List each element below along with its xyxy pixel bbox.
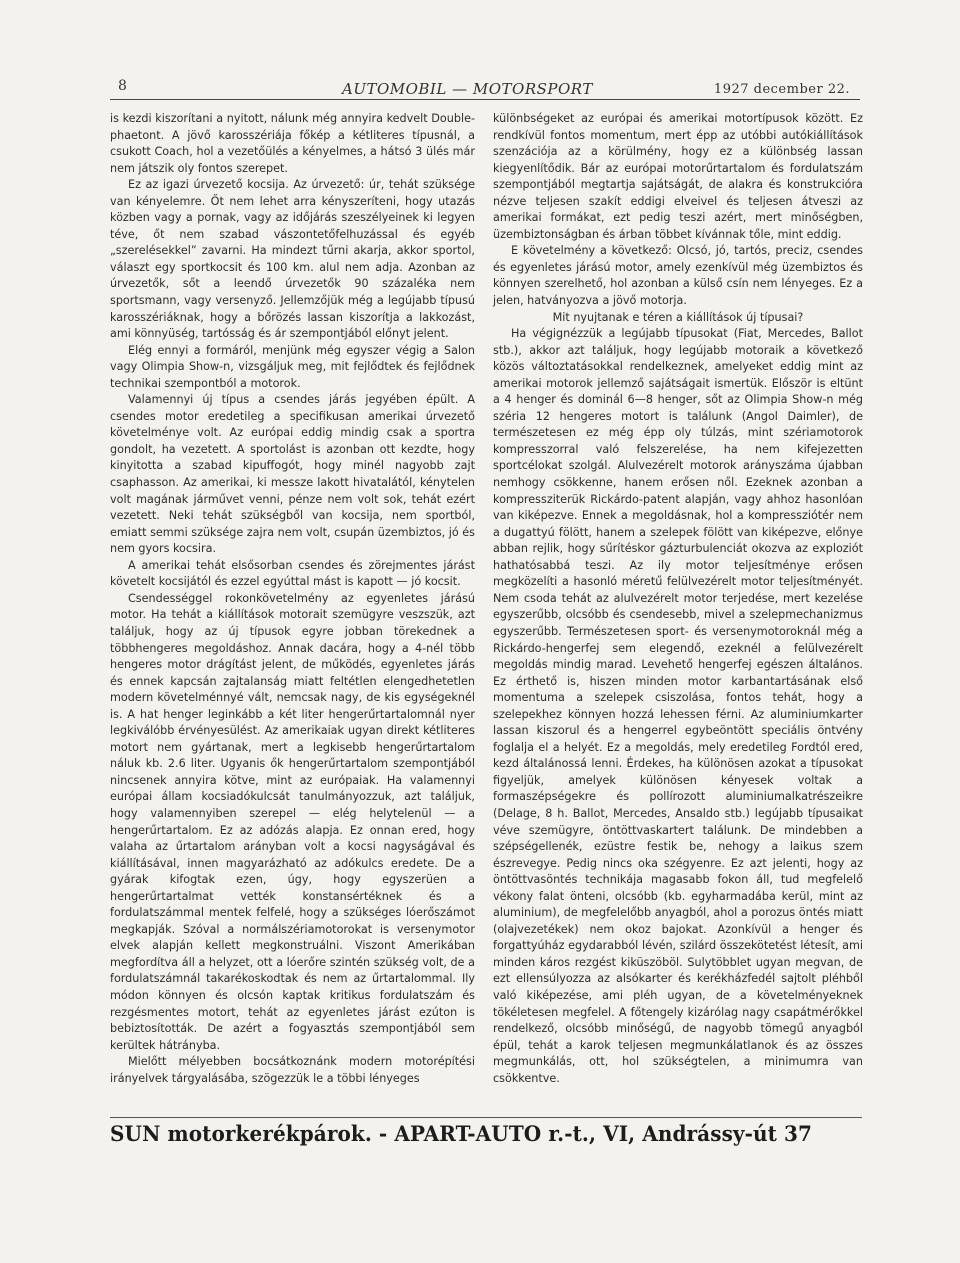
- page-header: [110, 78, 862, 100]
- issue-date: 1927 december 22.: [713, 82, 850, 97]
- paragraph: Valamennyi új típus a csendes járás jegyében épült. A csendes motor eredetileg a specifikusan amerikai úrvezető követelménye volt. Az európai eddig mindig csak a sportra gondolt, ha vezetett. A sportolást is azonban ott kezdte, hogy kinyitotta a szabad kipuffogót, hogy minél nagyobb zajt csaphasson. Az amerikai, ki messze lakott hivatalától, kénytelen volt magának járművet venni, pénze nem volt sok, tehát ezért vezetett. Neki tehát szükségből van kocsija, nem sportból, emiatt semmi szüksége zajra nem volt, csupán üzembiztos, jó és nem gyors kocsira.: [110, 393, 476, 556]
- paragraph: Mielőtt mélyebben bocsátkoznánk modern motorépítési irányelvek tárgyalásába, szögezzük le a többi lényeges: [110, 1055, 475, 1085]
- right-column: [493, 111, 863, 1087]
- paragraph: különbségeket az európai és amerikai motortípusok között. Ez rendkívül fontos momentum, mert épp az utóbbi autókiállítások szenzációja az a körülmény, hogy ez a különbség lassan kiegyenlítődik. Bár az európai motorűrtartalom és fordulatszám szempontjából megtartja sajátságát, de alakra és konstrukcióra nézve teljesen szakít eddigi elveivel és teljesen átveszi az amerikai formákat, ezt pedig teszi azért, mert minőségben, üzembiztonságban és árban többet kívánnak tőle, mint eddig.: [493, 112, 863, 241]
- page-number: 8: [118, 78, 128, 94]
- publication-title: AUTOMOBIL — MOTORSPORT: [342, 80, 593, 98]
- advertisement-banner: SUN motorkerékpárok. - APART-AUTO r.-t., VI, Andrássy-út 37: [110, 1122, 813, 1147]
- paragraph: Csendességgel rokonkövetelmény az egyenletes járású motor. Ha tehát a kiállítások motorait szemügyre veszszük, azt találjuk, hogy az új típusok egyre jobban törekednek a többhengeres megoldáshoz. Annak dacára, hogy a 4-nél több hengeres motor drágítást jelent, de működés, egyenletes járás és ennek kapcsán zajtalanság miatt feltétlen elengedhetetlen modern követelménnyé vált, nemcsak nagy, de kis egységeknél is. A hat henger leginkább a két liter hengerűrtartalomnál nyer legkiválóbb érvényesülést. Az amerikaiak ugyan direkt kétliteres motort nem gyártanak, mert a legkisebb hengerűrtartalom náluk kb. 2.6 liter. Ugyanis ők hengerűrtartalom szempontjából nincsenek annyira kötve, mint az európaiak. Ha valamennyi európai állam kocsiadókulcsát tanulmányozzuk, azt találjuk, hogy valamennyiben szerepel — elég helytelenül — a hengerűrtartalom. Ez az adózás alapja. Ez onnan ered, hogy valaha az űrtartalom arányban volt a kocsi nagyságával és kiállításával, innen magyarázható az adókulcs eredete. De a gyárak kifogtak ezen, úgy, hogy egyszerüen a hengerűrtartalmat vették konstansértéknek és a fordulatszámmal mentek felfelé, hogy a szükséges lóerőszámot megkapják. Szóval a normálszériamotorokat is versenymotor elvek alapján kellett megkonstruálni. Viszont Amerikában megfordítva áll a helyzet, ott a lóerőre szintén szükség volt, de a fordulatszámnál takarékoskodtak és nem az űrtartalommal. Ily módon könnyen és olcsón kaptak kritikus fordulatszám és rezgésmentes motort, tehát az egyenletes járást ezúton is bebiztosították. De azért a fogyasztás szempontjából sem kerültek hátrányba.: [110, 591, 475, 1052]
- paragraph: Elég ennyi a formáról, menjünk még egyszer végig a Salon vagy Olimpia Show-n, vizsgáljuk meg, mit fejlődtek és fejlődnek technikai szempontból a motorok.: [110, 343, 475, 390]
- paragraph: Ha végignézzük a legújabb típusokat (Fiat, Mercedes, Ballot stb.), akkor azt találjuk, hogy legújabb motoraik a következő közös változtatásokkal rendelkeznek, amelyeket eddig mint az amerikai motorok jellemző sajátságait ismertük. Először is eltünt a 4 henger és dominál 6—8 henger, sőt az Olimpia Show-n még széria 12 hengeres motort is találunk (Angol Daimler), de természetesen ez még épp oly túlzás, mint szériamotorok kompresszorral való felszerelése, ha nem kifejezetten sportcélokat szolgál. Alulvezérelt motorok arányszáma újabban nemhogy csökkenne, hanem erősen nől. Ezeknek azonban a kompressziterük Rickárdo-patent alapján, vagy ahhoz hasonlóan van kiképezve. Ennek a megoldásnak, hol a kompressziótér nem a dugattyú fölött, hanem a szelepek fölött van kiképezve, előnye abban rejlik, hogy sűrítéskor gázturbulenciát okozva az exploziót hathatósabbá teszi. Az ily motor teljesítménye erősen megközelíti a hasonló méretű felülvezérelt motor teljesítményét. Nem csoda tehát az alulvezérelt motor terjedése, mert kezelése egyszerűbb, olcsóbb és csendesebb, mivel a szelepmechanizmus egyszerűbb. Természetesen sport- és versenymotoroknál még a Rickárdo-hengerfej sem elegendő, ezeknél a felülvezérelt megoldás mindig marad. Levehető hengerfej egészen általános. Ez érthető is, hiszen minden motor karbantartásának első momentuma a szelepek csiszolása, fontos tehát, hogy a szelepekhez könnyen hozzá lehessen férni. Az aluminiumkarter lassan kiszorul és a hengerrel egybeöntött speciális öntvény foglalja el a helyét. Ez a megoldás, mely eredetileg Fordtól ered, kezd általánossá lenni. Érdekes, ha különösen azokat a típusokat figyeljük, amelyek különösen kényesek voltak a formaszépségekre és pollírozott aluminiumalkatrészeikre (Delage, 8 h. Ballot, Mercedes, Ansaldo stb.) legújabb típusaikat véve szemügyre, öntöttvaskartert találunk. De mindebben a szépségellenék, ezüstre festik be, nehogy a laikus szem észrevegye. Pedig nincs oka szégyenre. Ez azt jelenti, hogy az öntöttvasöntés technikája magasabb fokon áll, tud megfelelő vékony falat önteni, olcsóbb (kb. egyharmadába kerül, mint az aluminium), de megfelelőbb anyagból, ahol a porozus öntés miatt (olajvezetékek) nem okoz bajokat. Azonkívül a henger és forgattyúház egydarabból lévén, szilárd összekötetést létesít, ami minden káros rezgést kiküszöböl. Sulytöbblet ugyan megvan, de ezt ellensúlyozza az alsókarter és kerékházfedél sajtolt pléhből való kiképezése, ami pléh ugyan, de a követelményeknek tökéletesen megfelel. A főtengely kizárólag nagy csapátmérőkkel rendelkező, olcsóbb minőségű, de nagyobb tömegű anyagból épül, tehát a karok teljesen megmunkálatlanok és az összes megmunkálás, ott, hol szükségtelen, a minimumra van csökkentve.: [493, 327, 863, 1085]
- paragraph: is kezdi kiszorítani a nyitott, nálunk még annyira kedvelt Double-phaetont. A jövő karosszériája főkép a kétliteres típusnál, a csukott Coach, hol a vezetőülés a kényelmes, a hátsó 3 ülés már nem játszik oly fontos szerepet.: [110, 112, 475, 175]
- paragraph: E követelmény a következő: Olcsó, jó, tartós, preciz, csendes és egyenletes járású motor, amely ezenkívül még üzembiztos és könnyen szerelhető, hol azonban a külső csín nem lényeges. Ez a jelen, hatványozva a jövő motorja.: [493, 244, 863, 308]
- paragraph: A amerikai tehát elsősorban csendes és zörejmentes járást követelt kocsijától és ezzel egyúttal mást is kapott — jó kocsit.: [110, 558, 475, 589]
- header-divider: [110, 99, 860, 100]
- advertisement-divider: [110, 1117, 862, 1118]
- left-column: [110, 111, 475, 1087]
- section-question: Mit nyujtanak e téren a kiállítások új típusai?: [552, 310, 804, 324]
- paragraph: Ez az igazi úrvezető kocsija. Az úrvezető: úr, tehát szüksége van kényelemre. Őt nem lehet arra kényszeríteni, hogy utazás közben vagy a pornak, vagy az időjárás szeszélyeinek ki legyen téve, őt nem szabad vászontetőfelhuzással és egyéb „szerelésekkel” zavarni. Ha mindezt tűrni akarja, akkor sportol, választ egy sportkocsit és 100 km. alul nem adja. Azonban az úrvezetők, sőt a leendő úrvezetők 90 százaléka nem sportsmann, vagy versenyző. Jellemzőjük még a legújabb típusú karosszériáknak, hogy a bőrözés lassan kiszorítja a lakkozást, ami könnyüség, tartósság és ár szempontjából előnyt jelent.: [110, 178, 475, 341]
